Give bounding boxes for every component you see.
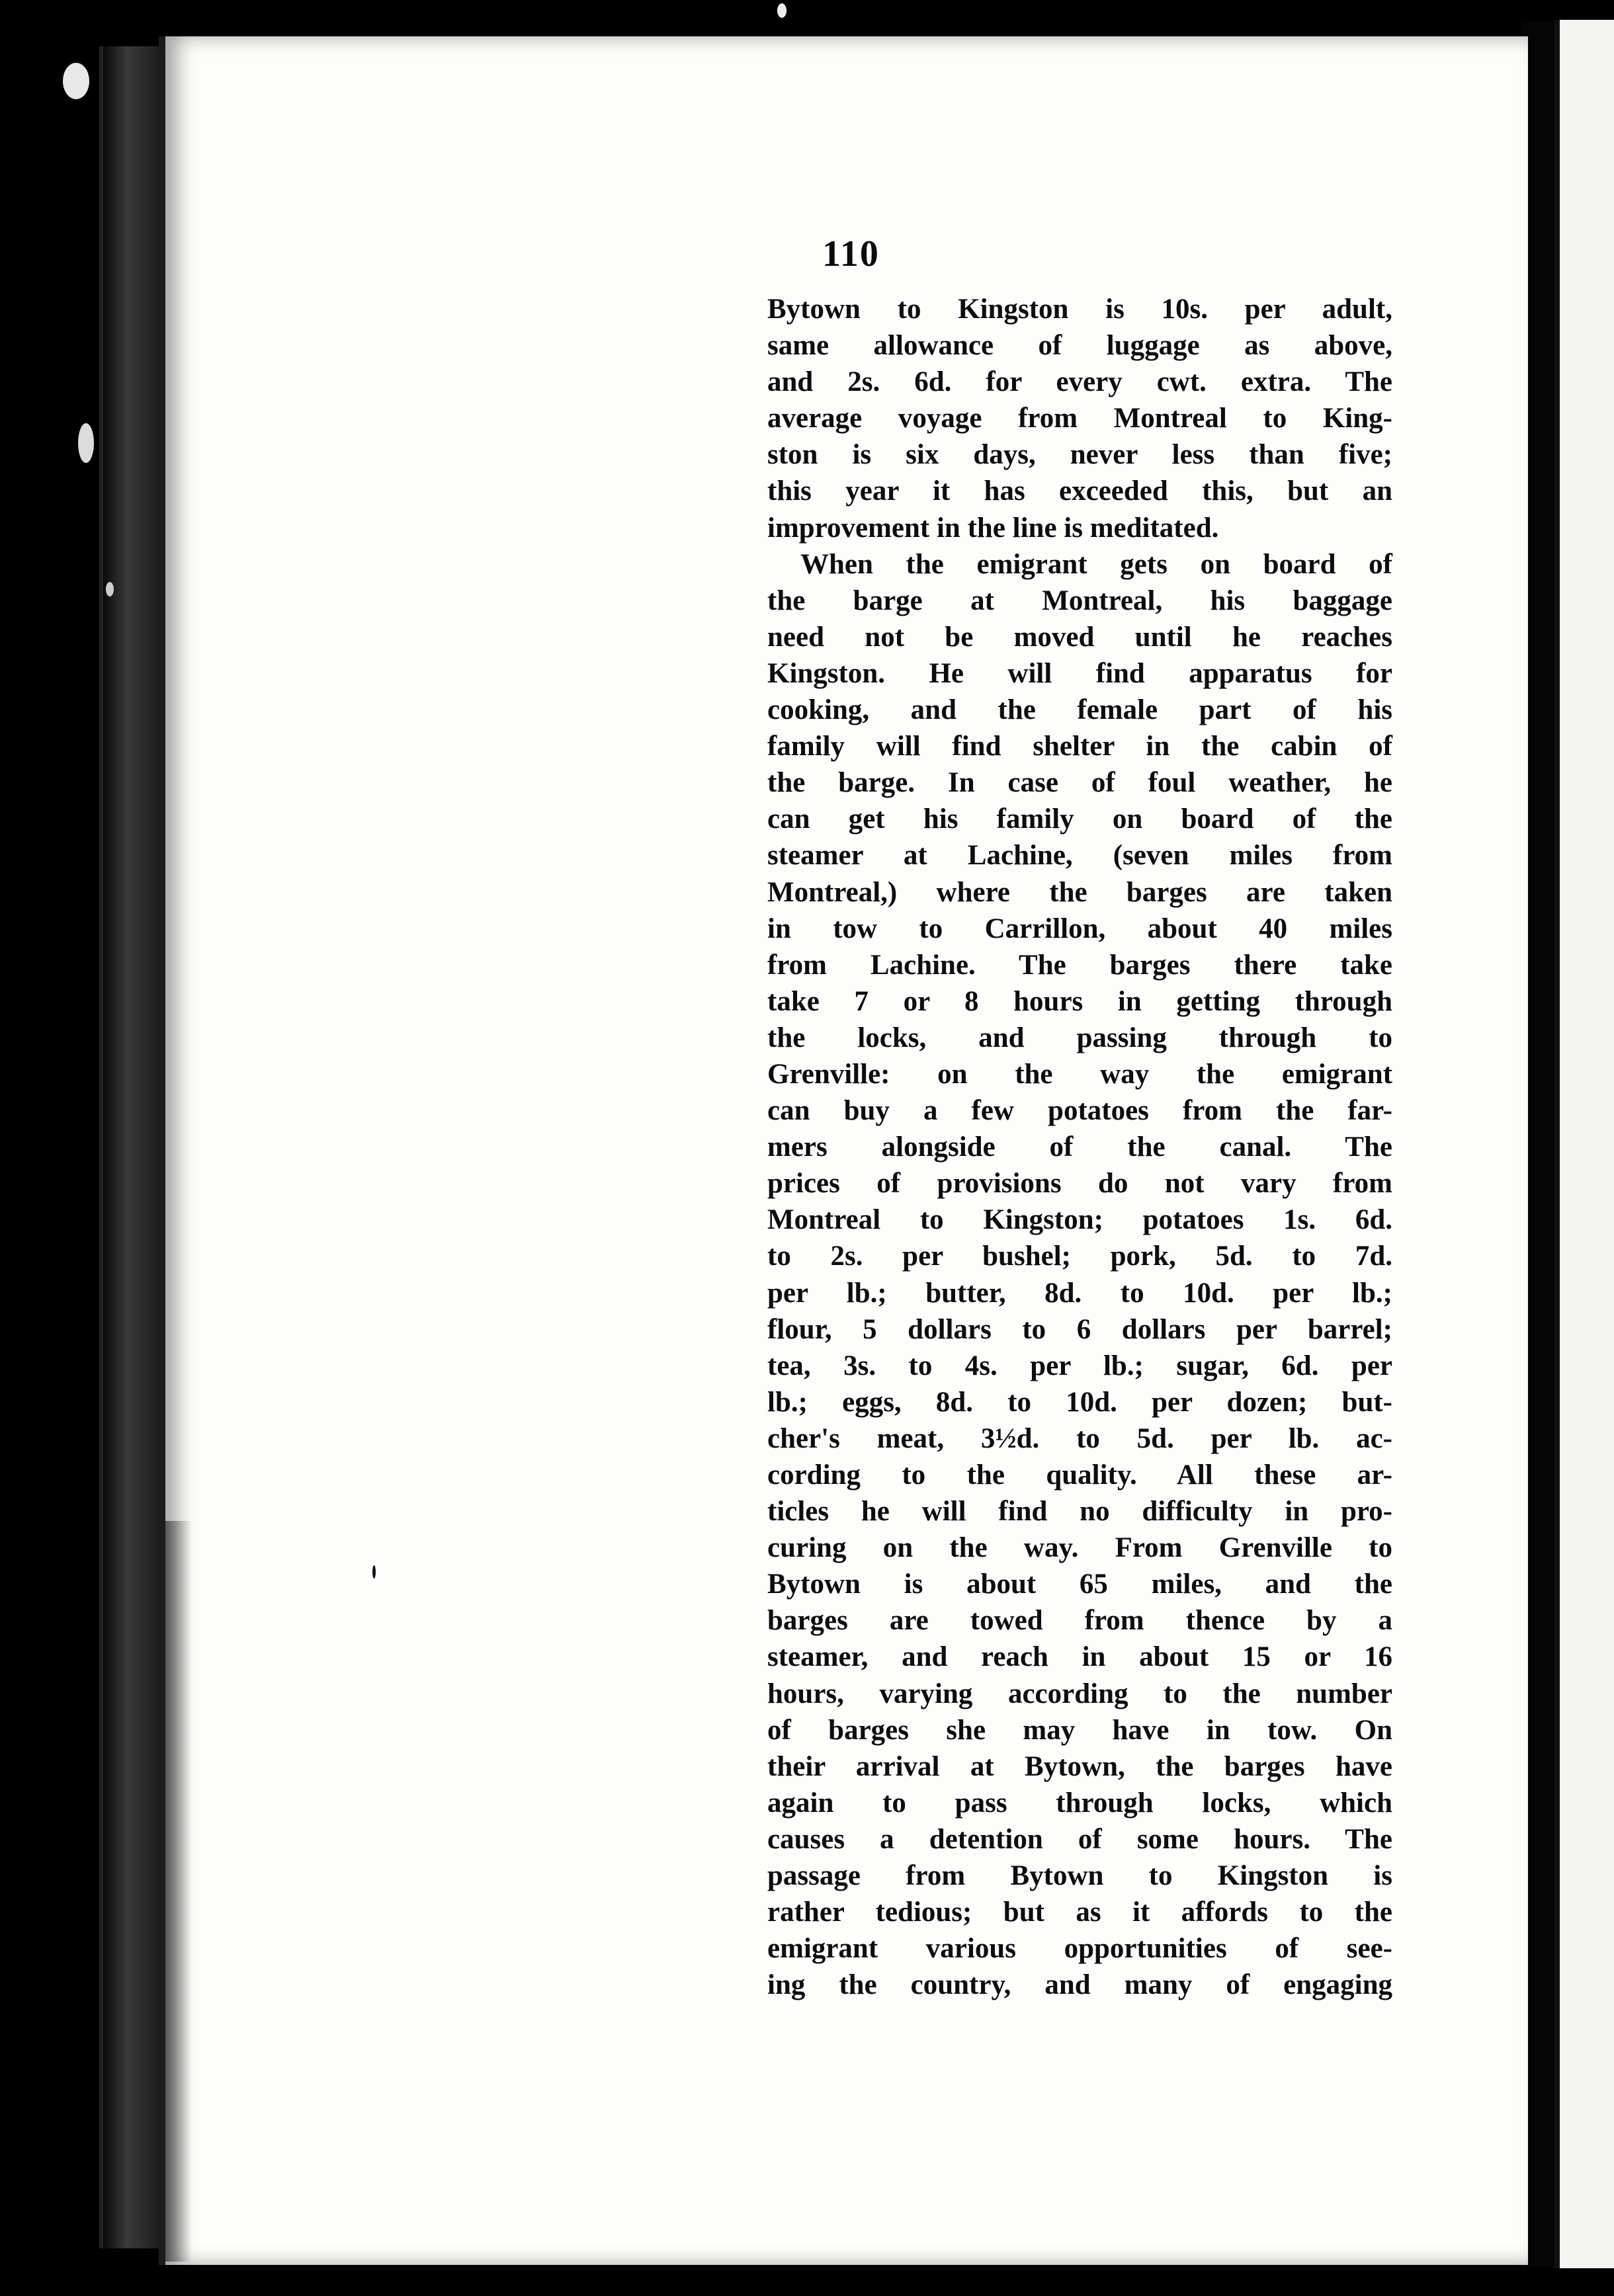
- text-line: emigrant various opportunities of see-: [767, 1933, 1392, 1965]
- text-line: cooking, and the female part of his: [767, 694, 1392, 726]
- scan-speck: [78, 423, 94, 463]
- text-line: to 2s. per bushel; pork, 5d. to 7d.: [767, 1241, 1392, 1272]
- text-line: improvement in the line is meditated.: [767, 512, 1219, 544]
- scan-speck: [106, 582, 114, 596]
- text-line: again to pass through locks, which: [767, 1787, 1392, 1819]
- text-line: the locks, and passing through to: [767, 1022, 1392, 1053]
- text-line: need not be moved until he reaches: [767, 621, 1392, 653]
- text-line: steamer at Lachine, (seven miles from: [767, 840, 1392, 872]
- scan-speck: [777, 3, 786, 18]
- text-line: Montreal,) where the barges are taken: [767, 876, 1392, 908]
- text-line: mers alongside of the canal. The: [767, 1131, 1392, 1163]
- text-line: this year it has exceeded this, but an: [767, 475, 1392, 507]
- text-line: per lb.; butter, 8d. to 10d. per lb.;: [767, 1277, 1392, 1309]
- page-gutter-shadow: [165, 1521, 192, 2262]
- text-line: from Lachine. The barges there take: [767, 949, 1392, 981]
- text-line: Bytown to Kingston is 10s. per adult,: [767, 294, 1392, 325]
- text-line: and 2s. 6d. for every cwt. extra. The: [767, 366, 1392, 398]
- text-line: family will find shelter in the cabin of: [767, 731, 1392, 762]
- text-line: their arrival at Bytown, the barges have: [767, 1750, 1392, 1782]
- text-line: average voyage from Montreal to King-: [767, 403, 1392, 434]
- page-number: 110: [822, 233, 880, 274]
- text-line: barges are towed from thence by a: [767, 1605, 1392, 1637]
- text-line: hours, varying according to the number: [767, 1678, 1392, 1709]
- text-line: rather tedious; but as it affords to the: [767, 1897, 1392, 1928]
- text-line: the barge at Montreal, his baggage: [767, 585, 1392, 616]
- text-line: tea, 3s. to 4s. per lb.; sugar, 6d. per: [767, 1350, 1392, 1381]
- text-line: Bytown is about 65 miles, and the: [767, 1569, 1392, 1600]
- text-line: When the emigrant gets on board of: [800, 548, 1392, 580]
- text-line: Grenville: on the way the emigrant: [767, 1058, 1392, 1090]
- text-line: ston is six days, never less than five;: [767, 439, 1392, 471]
- next-page-edge: [1554, 20, 1614, 2268]
- text-line: lb.; eggs, 8d. to 10d. per dozen; but-: [767, 1386, 1392, 1418]
- body-text: [767, 291, 1392, 2003]
- text-line: Montreal to Kingston; potatoes 1s. 6d.: [767, 1204, 1392, 1236]
- text-line: flour, 5 dollars to 6 dollars per barrel;: [767, 1313, 1392, 1345]
- text-line: Kingston. He will find apparatus for: [767, 657, 1392, 689]
- scan-speck: [63, 63, 89, 99]
- text-line: in tow to Carrillon, about 40 miles: [767, 913, 1392, 944]
- text-line: of barges she may have in tow. On: [767, 1714, 1392, 1746]
- text-line: the barge. In case of foul weather, he: [767, 767, 1392, 799]
- text-line: passage from Bytown to Kingston is: [767, 1860, 1392, 1892]
- text-line: causes a detention of some hours. The: [767, 1823, 1392, 1855]
- text-line: take 7 or 8 hours in getting through: [767, 985, 1392, 1017]
- text-line: cher's meat, 3½d. to 5d. per lb. ac-: [767, 1422, 1392, 1454]
- text-line: same allowance of luggage as above,: [767, 330, 1392, 362]
- text-line: can buy a few potatoes from the far-: [767, 1095, 1392, 1127]
- text-line: curing on the way. From Grenville to: [767, 1532, 1392, 1564]
- text-line: prices of provisions do not vary from: [767, 1168, 1392, 1200]
- text-line: ing the country, and many of engaging: [767, 1969, 1392, 2001]
- scan-speck: [372, 1565, 376, 1578]
- text-line: steamer, and reach in about 15 or 16: [767, 1641, 1392, 1673]
- text-line: cording to the quality. All these ar-: [767, 1459, 1392, 1491]
- text-line: ticles he will find no difficulty in pro-: [767, 1496, 1392, 1528]
- book-binding-edge: [99, 46, 163, 2248]
- text-line: can get his family on board of the: [767, 803, 1392, 835]
